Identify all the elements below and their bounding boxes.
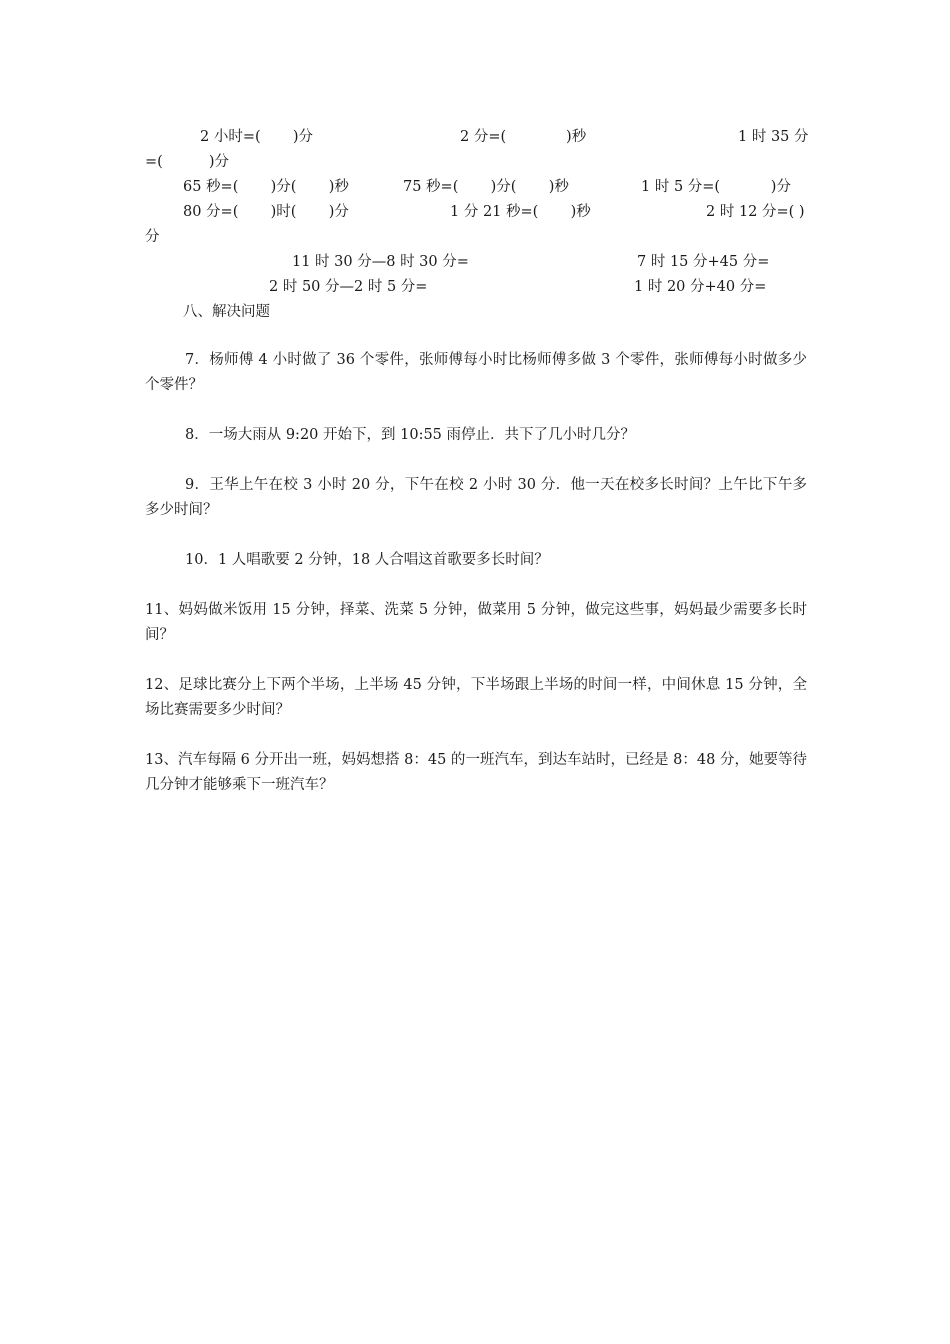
conversion-75s: 75 秒=( )分( )秒 <box>403 179 569 195</box>
calc-add-2: 1 时 20 分+40 分= <box>634 279 767 295</box>
problem-12: 12、足球比赛分上下两个半场，上半场 45 分钟，下半场跟上半场的时间一样，中间休息 15 分钟，全场比赛需要多少时间？ <box>145 677 807 718</box>
problem-13: 13、汽车每隔 6 分开出一班，妈妈想搭 8：45 的一班汽车，到达车站时，已经是 8：48 分，她要等待几分钟才能够乘下一班汽车？ <box>145 752 807 793</box>
conversion-2h12: 2 时 12 分=( ) <box>706 204 805 220</box>
conversion-1m21: 1 分 21 秒=( )秒 <box>450 204 591 220</box>
conversion-2min: 2 分=( )秒 <box>460 129 587 145</box>
problem-8: 8．一场大雨从 9:20 开始下，到 10:55 雨停止．共下了几小时几分？ <box>185 427 636 443</box>
calc-subtract-1: 11 时 30 分—8 时 30 分= <box>292 254 469 270</box>
problem-10: 10．1 人唱歌要 2 分钟，18 人合唱这首歌要多长时间？ <box>185 552 549 568</box>
conversion-1h5: 1 时 5 分=( )分 <box>641 179 791 195</box>
conversion-2h12-wrap: 分 <box>145 229 160 245</box>
calc-subtract-2: 2 时 50 分—2 时 5 分= <box>269 279 428 295</box>
calc-add-1: 7 时 15 分+45 分= <box>637 254 770 270</box>
problem-7: 7．杨师傅 4 小时做了 36 个零件，张师傅每小时比杨师傅多做 3 个零件，张师傅每小时做多少个零件？ <box>145 352 807 393</box>
problem-9: 9．王华上午在校 3 小时 20 分，下午在校 2 小时 30 分．他一天在校多长时间？上午比下午多多少时间？ <box>145 477 807 518</box>
conversion-80min: 80 分=( )时( )分 <box>183 204 349 220</box>
conversion-1h35: 1 时 35 分 <box>738 129 809 145</box>
conversion-65s: 65 秒=( )分( )秒 <box>183 179 349 195</box>
conversion-2h: 2 小时=( )分 <box>200 129 314 145</box>
conversion-1h35-wrap: =( )分 <box>145 154 230 170</box>
section-title: 八、解决问题 <box>183 304 270 320</box>
problem-11: 11、妈妈做米饭用 15 分钟，择菜、洗菜 5 分钟，做菜用 5 分钟，做完这些事，妈妈最少需要多长时间？ <box>145 602 807 643</box>
